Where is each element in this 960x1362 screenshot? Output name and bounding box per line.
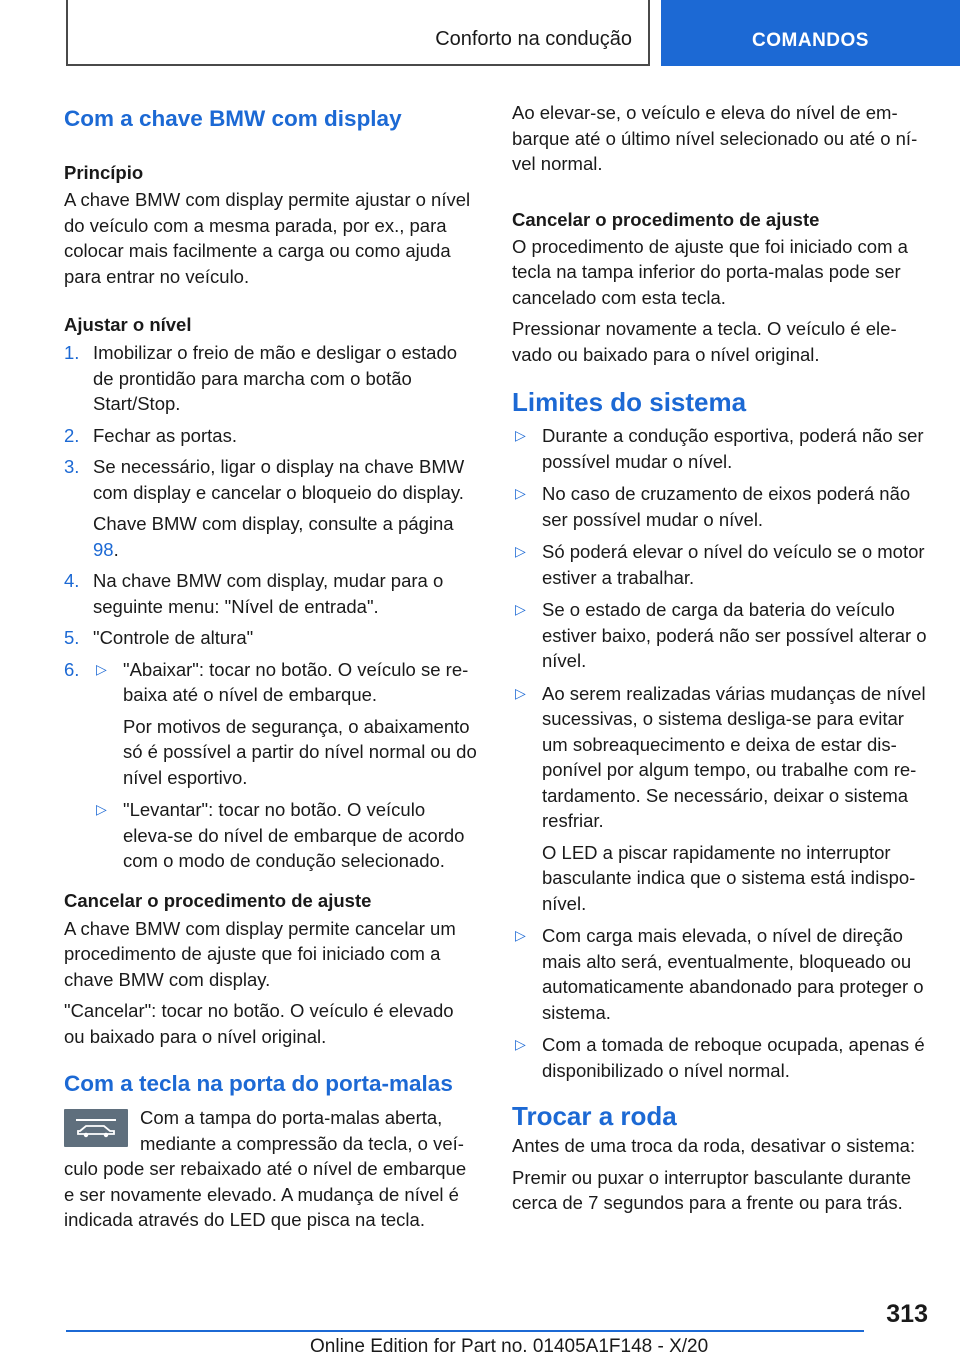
limit-item	[512, 923, 930, 1025]
cancel-text: Pressionar novamente a tecla. O veículo é elevado ou baixado para o nível original.	[512, 318, 897, 365]
raise-intro-text: Ao elevar-se, o veículo e eleva do nível de embarque até o último nível selecionado ou até o nível normal.	[512, 102, 918, 174]
sub-bullet-text: "Levantar": tocar no botão. O veículo eleva-se do nível de embarque de acordo com o modo de condução selecionado.	[123, 799, 465, 871]
triangle-bullet-icon: ▷	[515, 485, 526, 501]
car-level-button-icon	[64, 1109, 128, 1147]
limit-item	[512, 481, 930, 532]
cancel-text: "Cancelar": tocar no botão. O veículo é elevado ou baixado para o nível original.	[64, 1000, 454, 1047]
tailgate-paragraph	[64, 1105, 478, 1233]
principle-text: A chave BMW com display permite ajustar o nível do veículo com a mesma parada, por ex., para colocar mais facilmente a carga ou como ajuda para entrar no veículo.	[64, 189, 471, 287]
header-chapter-tab[interactable]	[661, 0, 960, 66]
triangle-bullet-icon: ▷	[515, 601, 526, 617]
section-title-display-key: Com a chave BMW com display	[64, 106, 402, 131]
limit-text: No caso de cruzamento de eixos poderá não ser possível mudar o nível.	[542, 483, 911, 530]
step-item	[64, 423, 478, 449]
sub-bullet-text: "Abaixar": tocar no botão. O veículo se rebaixa até o nível de embarque.	[123, 658, 469, 705]
change-wheel-text: Premir ou puxar o interruptor basculante durante cerca de 7 segundos para a frente ou para trás.	[512, 1166, 911, 1213]
header-section-title: Conforto na condução	[435, 28, 632, 50]
triangle-bullet-icon: ▷	[515, 427, 526, 443]
limit-item	[512, 1032, 930, 1083]
sub-bullet-item	[93, 797, 478, 874]
limit-item	[512, 597, 930, 674]
triangle-bullet-icon: ▷	[515, 1036, 526, 1052]
page-number: 313	[886, 1300, 928, 1328]
footer-divider	[66, 1330, 864, 1332]
step-number: 1.	[64, 342, 80, 363]
header-section-box	[66, 0, 650, 66]
cancel-heading: Cancelar o procedimento de ajuste	[64, 889, 372, 911]
right-column	[512, 100, 930, 1216]
limit-item	[512, 681, 930, 917]
system-limits-title: Limites do sistema	[512, 387, 747, 417]
change-wheel-text: Antes de uma troca da roda, desativar o sistema:	[512, 1135, 916, 1156]
limit-note: O LED a piscar rapidamente no interruptor basculante indica que o sistema está indisponível.	[542, 841, 916, 914]
step-item	[64, 340, 478, 417]
section-title-tailgate-button: Com a tecla na porta do porta-malas	[64, 1071, 453, 1096]
triangle-bullet-icon: ▷	[96, 660, 107, 677]
limit-item	[512, 423, 930, 474]
limit-text: Se o estado de carga da bateria do veículo estiver baixo, poderá não ser possível alterar o nível.	[542, 599, 927, 671]
triangle-bullet-icon: ▷	[96, 801, 107, 817]
page-reference-link[interactable]: 98	[93, 538, 114, 560]
adjust-steps-list	[64, 340, 478, 874]
step-text: Fechar as portas.	[93, 424, 237, 446]
change-wheel-title: Trocar a roda	[512, 1101, 677, 1131]
cancel-text: A chave BMW com display permite cancelar um procedimento de ajuste que foi iniciado com a chave BMW com display.	[64, 917, 456, 990]
step-text: Imobilizar o freio de mão e desligar o estado de prontidão para marcha com o botão Start/Stop.	[93, 342, 458, 414]
step-number: 2.	[64, 424, 80, 446]
triangle-bullet-icon: ▷	[515, 543, 526, 559]
tailgate-text: Com a tampa do porta-malas aberta, mediante a compressão da tecla, o veículo pode ser rebaixado até o nível de embarque e ser novamente elevado. A mudança de nível é indicada através do LED que pisca na tecla.	[64, 1107, 467, 1230]
principle-heading: Princípio	[64, 162, 144, 183]
step-note-suffix: .	[113, 538, 119, 560]
triangle-bullet-icon: ▷	[515, 927, 526, 943]
step-number: 6.	[64, 658, 80, 680]
sub-bullet-note: Por motivos de segurança, o abaixamento só é possível a partir do nível normal ou do nível esportivo.	[123, 715, 477, 788]
cancel-text: O procedimento de ajuste que foi iniciado com a tecla na tampa inferior do porta-malas pode ser cancelado com esta tecla.	[512, 235, 908, 308]
step-item	[64, 454, 478, 562]
step-text: Se necessário, ligar o display na chave BMW com display e cancelar o bloqueio do display.	[93, 456, 465, 503]
limit-item	[512, 539, 930, 590]
sub-bullet-item	[93, 657, 478, 791]
step-item	[64, 568, 478, 619]
cancel-heading: Cancelar o procedimento de ajuste	[512, 208, 820, 230]
limit-text: Ao serem realizadas várias mudanças de nível sucessivas, o sistema desliga-se para evitar um sobreaquecimento e deixa de estar disponível por algum tempo, ou trabalhe com retardamento. Se necessário, deixar o sistema resfriar.	[542, 682, 926, 831]
step-item	[64, 625, 478, 651]
limit-text: Durante a condução esportiva, poderá não ser possível mudar o nível.	[542, 425, 924, 472]
left-column	[64, 100, 478, 1233]
limit-text: Com carga mais elevada, o nível de direção mais alto será, eventualmente, bloqueado ou automaticamente abandonado para proteger o sistema.	[542, 925, 924, 1023]
limit-text: Só poderá elevar o nível do veículo se o motor estiver a trabalhar.	[542, 541, 925, 588]
step-number: 5.	[64, 627, 80, 648]
footer-edition: Online Edition for Part no. 01405A1F148 - X/20	[310, 1336, 709, 1357]
system-limits-list	[512, 423, 930, 1083]
step-text: Na chave BMW com display, mudar para o seguinte menu: "Nível de entrada".	[93, 570, 444, 617]
limit-text: Com a tomada de reboque ocupada, apenas é disponibilizado o nível normal.	[542, 1034, 925, 1081]
step-number: 4.	[64, 570, 80, 591]
step-text: "Controle de altura"	[93, 627, 254, 648]
step-item	[64, 657, 478, 874]
adjust-level-heading: Ajustar o nível	[64, 314, 192, 335]
step-number: 3.	[64, 456, 80, 477]
header-chapter-title: COMANDOS	[752, 30, 869, 51]
step-note-prefix: Chave BMW com display, consulte a página	[93, 513, 454, 534]
step-note	[93, 511, 478, 562]
triangle-bullet-icon: ▷	[515, 684, 526, 701]
